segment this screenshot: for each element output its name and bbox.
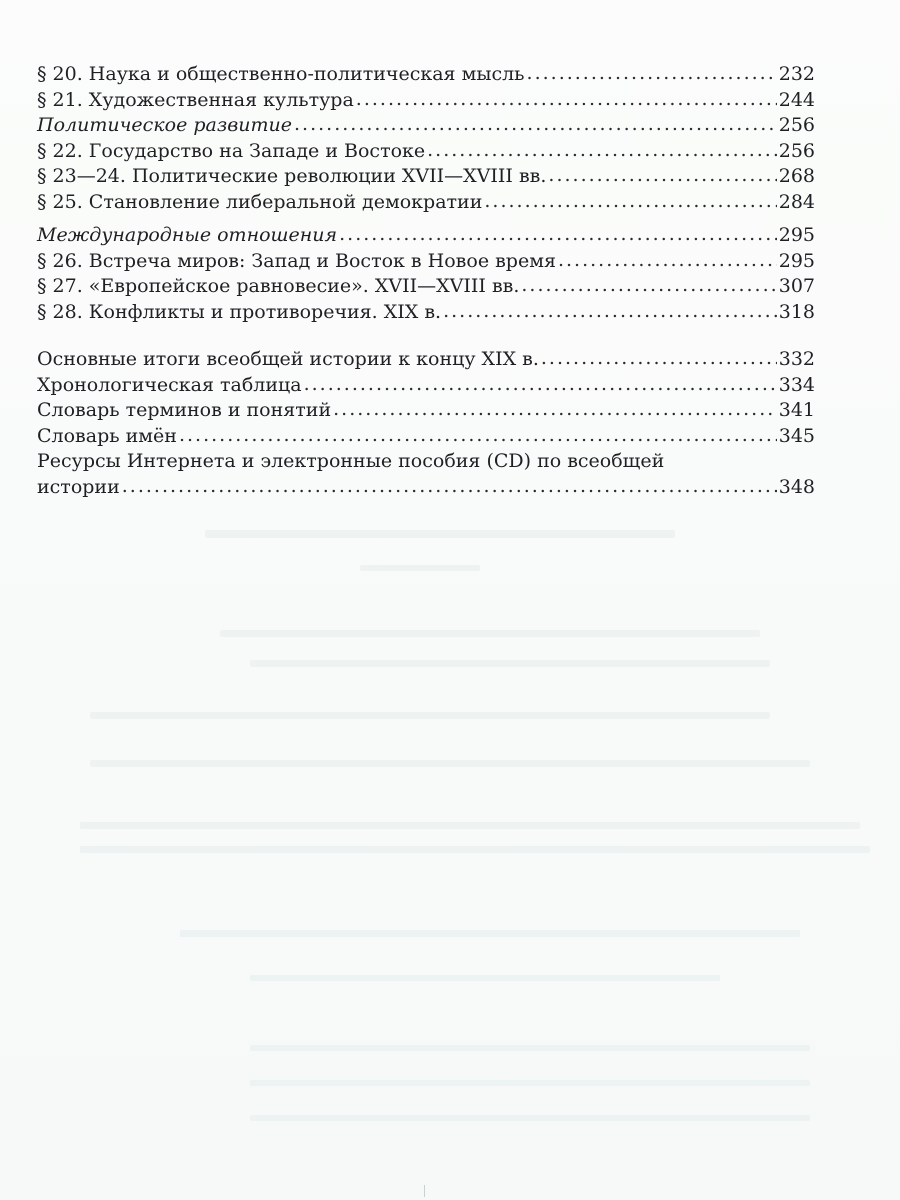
toc-entry-title: § 20. Наука и общественно-политическая мысль xyxy=(37,63,525,85)
show-through-block xyxy=(180,930,800,937)
toc-entry-title: § 25. Становление либеральной демократии xyxy=(37,190,483,213)
show-through-block xyxy=(250,975,720,981)
toc-entry-resources-line2[interactable] xyxy=(37,475,815,501)
show-through-block xyxy=(250,1080,810,1086)
toc-entry-page: 332 xyxy=(778,348,815,370)
toc-entry[interactable] xyxy=(37,164,815,190)
toc-entry-page: 307 xyxy=(778,275,815,297)
toc-leader-dots xyxy=(443,299,777,325)
toc-entry-page: 284 xyxy=(778,190,815,213)
toc-leader-dots xyxy=(179,423,777,449)
toc-entry-page: 256 xyxy=(778,114,815,136)
table-of-contents xyxy=(37,62,815,500)
toc-entry-page: 348 xyxy=(778,475,815,498)
toc-entry-title: Словарь терминов и понятий xyxy=(37,399,332,421)
toc-entry[interactable] xyxy=(37,62,815,88)
toc-entry[interactable] xyxy=(37,274,815,300)
toc-entry-title: истории xyxy=(37,475,120,498)
toc-entry-title: § 22. Государство на Западе и Востоке xyxy=(37,139,426,162)
toc-entry-page: 345 xyxy=(778,424,815,447)
toc-entry-title: § 26. Встреча миров: Запад и Восток в Новое время xyxy=(37,249,556,272)
toc-entry-page: 295 xyxy=(778,249,815,272)
toc-entry[interactable] xyxy=(37,398,815,424)
toc-leader-dots xyxy=(304,372,777,398)
toc-section-title: Политическое развитие xyxy=(37,114,293,136)
toc-leader-dots xyxy=(548,163,776,189)
toc-leader-dots xyxy=(558,248,777,274)
toc-leader-dots xyxy=(521,273,776,299)
show-through-block xyxy=(220,630,760,637)
toc-leader-dots xyxy=(356,87,777,113)
toc-entry[interactable] xyxy=(37,424,815,450)
show-through-block xyxy=(205,530,675,538)
spacer xyxy=(37,325,815,347)
toc-entry-page: 334 xyxy=(778,373,815,396)
toc-entry[interactable] xyxy=(37,347,815,373)
toc-entry[interactable] xyxy=(37,373,815,399)
toc-leader-dots xyxy=(541,346,777,372)
toc-entry[interactable] xyxy=(37,88,815,114)
toc-entry-page: 244 xyxy=(778,88,815,111)
toc-entry[interactable] xyxy=(37,190,815,216)
toc-leader-dots xyxy=(527,61,777,87)
toc-leader-dots xyxy=(339,222,777,248)
toc-entry-title: § 28. Конфликты и противоречия. XIX в. xyxy=(37,300,442,323)
show-through-block xyxy=(90,712,770,719)
show-through-block xyxy=(80,846,870,853)
toc-entry-title: Хронологическая таблица xyxy=(37,373,302,396)
toc-entry[interactable] xyxy=(37,139,815,165)
toc-entry-page: 341 xyxy=(778,399,815,421)
toc-section-title: Международные отношения xyxy=(37,224,338,246)
toc-entry[interactable] xyxy=(37,249,815,275)
show-through-block xyxy=(90,760,810,767)
toc-entry[interactable] xyxy=(37,300,815,326)
toc-entry-title: Ресурсы Интернета и электронные пособия (CD) по всеобщей xyxy=(37,450,665,472)
show-through-block xyxy=(250,1045,810,1051)
show-through-block xyxy=(250,660,770,667)
toc-entry-title: Словарь имён xyxy=(37,424,177,447)
toc-entry-title: Основные итоги всеобщей истории к концу XIX в. xyxy=(37,348,539,370)
show-through-block xyxy=(80,822,860,829)
show-through-block xyxy=(250,1115,810,1121)
toc-section-heading[interactable] xyxy=(37,113,815,139)
show-through-block xyxy=(360,565,480,571)
toc-entry-page: 295 xyxy=(778,224,815,246)
toc-section-heading[interactable] xyxy=(37,223,815,249)
toc-entry-title: § 21. Художественная культура xyxy=(37,88,354,111)
toc-entry-page: 268 xyxy=(778,165,815,187)
toc-leader-dots xyxy=(122,474,777,500)
toc-entry-resources-line1[interactable] xyxy=(37,449,815,475)
toc-entry-title: § 23—24. Политические революции XVII—XVIII вв. xyxy=(37,165,547,187)
toc-entry-title: § 27. «Европейское равновесие». XVII—XVIII вв. xyxy=(37,275,520,297)
toc-entry-page: 318 xyxy=(778,300,815,323)
toc-entry-page: 256 xyxy=(778,139,815,162)
toc-leader-dots xyxy=(427,138,777,164)
toc-leader-dots xyxy=(294,112,777,138)
toc-leader-dots xyxy=(333,397,777,423)
toc-leader-dots xyxy=(484,189,776,215)
page-edge-mark xyxy=(424,1185,425,1197)
toc-entry-page: 232 xyxy=(778,63,815,85)
